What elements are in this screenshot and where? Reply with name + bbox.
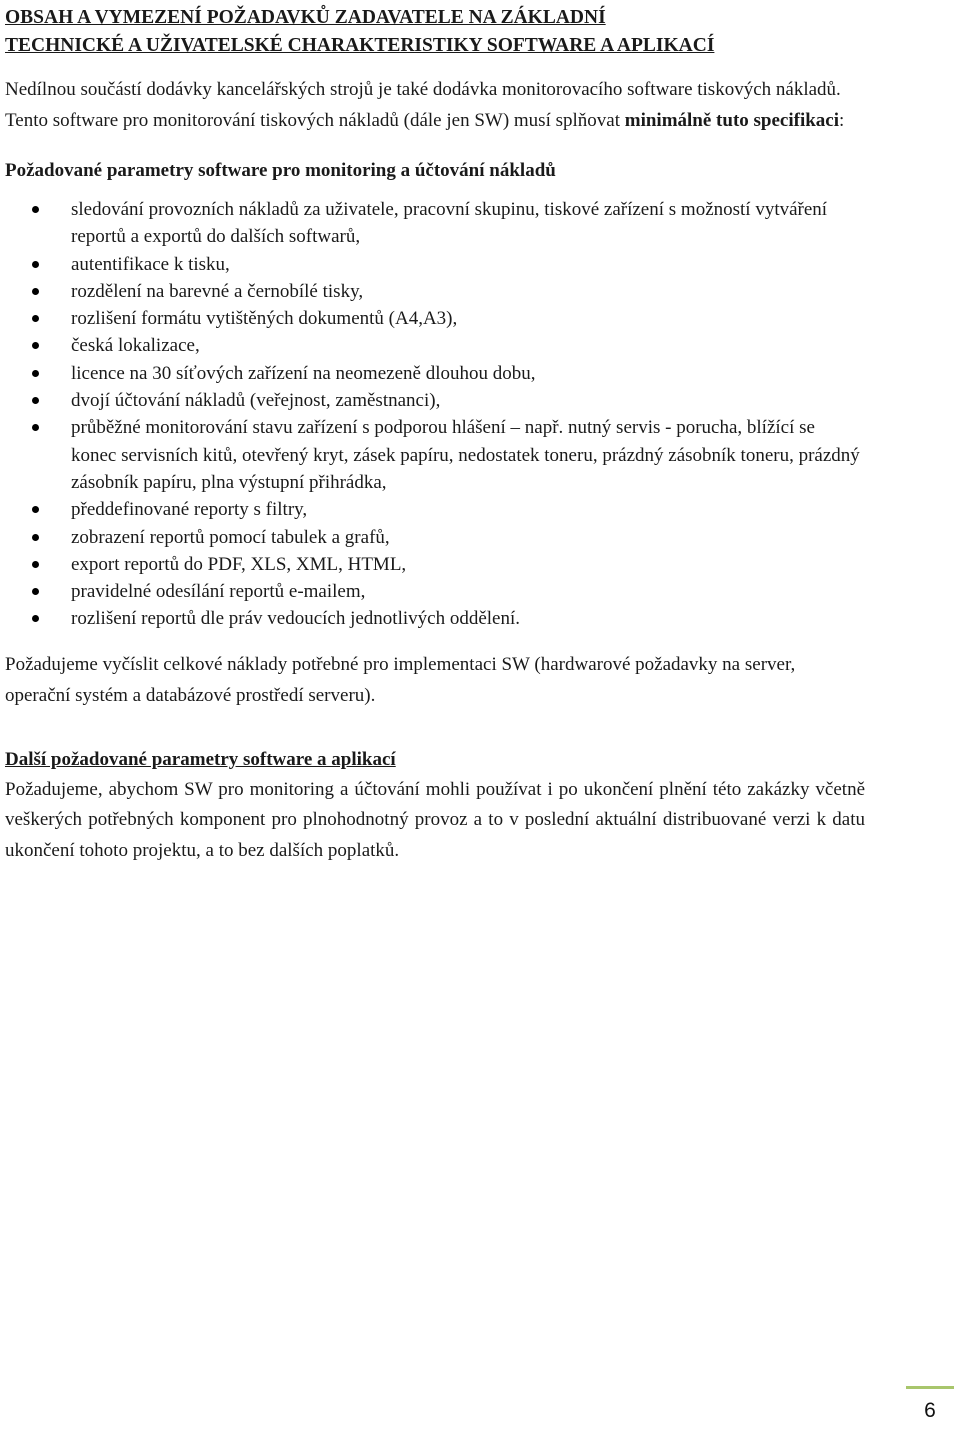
list-item <box>5 305 865 332</box>
list-item <box>5 496 865 523</box>
additional-paragraph: Požadujeme, abychom SW pro monitoring a účtování mohli používat i po ukončení plnění této zakázky včetně veškerých potřebných komponent pro plnohodnotný provoz a to v poslední aktuální distribuované verzi k datu ukončení tohoto projektu, a to bez dalších poplatků. <box>5 778 865 861</box>
list-item-text: zobrazení reportů pomocí tabulek a grafů, <box>71 526 390 548</box>
list-item-text: česká lokalizace, <box>71 335 200 357</box>
list-item <box>5 387 865 414</box>
document-heading <box>5 0 865 60</box>
costs-paragraph: Požadujeme vyčíslit celkové náklady potřebné pro implementaci SW (hardwarové požadavky na server, operační systém a databázové prostředí serveru). <box>5 653 796 706</box>
bullet-icon <box>32 370 39 377</box>
section-title-additional: Další požadované parametry software a aplikací <box>5 748 396 770</box>
list-item-text: předdefinované reporty s filtry, <box>71 499 308 521</box>
bullet-icon <box>32 561 39 568</box>
bullet-icon <box>32 424 39 431</box>
list-item-text: průběžné monitorování stavu zařízení s podporou hlášení – např. nutný servis - porucha, blížící se konec servisních kitů, otevřený kryt, zásek papíru, nedostatek toneru, prázdný zásobník toneru, prázdný zásobník papíru, plna výstupní přihrádka, <box>71 417 860 493</box>
intro-paragraph <box>5 74 865 136</box>
page-number <box>906 1386 954 1432</box>
list-item <box>5 551 865 578</box>
list-item-text: licence na 30 síťových zařízení na neomezeně dlouhou dobu, <box>71 362 536 384</box>
bullet-icon <box>32 588 39 595</box>
list-item <box>5 332 865 359</box>
list-item <box>5 524 865 551</box>
list-item-text: autentifikace k tisku, <box>71 253 230 275</box>
bullet-icon <box>32 506 39 513</box>
bullet-icon <box>32 615 39 622</box>
bullet-icon <box>32 397 39 404</box>
bullet-icon <box>32 534 39 541</box>
list-item <box>5 414 865 496</box>
heading-line-2: TECHNICKÉ A UŽIVATELSKÉ CHARAKTERISTIKY SOFTWARE A APLIKACÍ <box>5 35 715 56</box>
section-title-requirements: Požadované parametry software pro monitoring a účtování nákladů <box>5 160 556 181</box>
list-item-text: dvojí účtování nákladů (veřejnost, zaměstnanci), <box>71 390 441 412</box>
list-item <box>5 578 865 605</box>
list-item-text: rozdělení na barevné a černobílé tisky, <box>71 280 364 302</box>
list-item <box>5 251 865 278</box>
document-page <box>5 0 865 866</box>
page-number-text: 6 <box>924 1398 936 1422</box>
bullet-icon <box>32 315 39 322</box>
intro-text-after: : <box>839 110 845 131</box>
list-item-text: export reportů do PDF, XLS, XML, HTML, <box>71 553 407 575</box>
intro-text-before: Nedílnou součástí dodávky kancelářských strojů je také dodávka monitorovacího software tiskových nákladů. Tento software pro monitorování tiskových nákladů (dále jen SW) musí splňovat <box>5 79 841 131</box>
list-item-text: rozlišení formátu vytištěných dokumentů (A4,A3), <box>71 308 458 330</box>
intro-bold-text: minimálně tuto specifikaci <box>624 110 840 131</box>
bullet-icon <box>32 261 39 268</box>
list-item <box>5 196 865 251</box>
requirements-list <box>5 196 865 633</box>
list-item <box>5 605 865 632</box>
list-item-text: rozlišení reportů dle práv vedoucích jednotlivých oddělení. <box>71 608 520 630</box>
bullet-icon <box>32 342 39 349</box>
list-item <box>5 278 865 305</box>
list-item-text: sledování provozních nákladů za uživatele, pracovní skupinu, tiskové zařízení s možností vytváření reportů a exportů do dalších softwarů, <box>71 199 828 248</box>
list-item <box>5 360 865 387</box>
heading-line-1: OBSAH A VYMEZENÍ POŽADAVKŮ ZADAVATELE NA ZÁKLADNÍ <box>5 7 606 28</box>
bullet-icon <box>32 206 39 213</box>
list-item-text: pravidelné odesílání reportů e-mailem, <box>71 581 366 603</box>
bullet-icon <box>32 288 39 295</box>
